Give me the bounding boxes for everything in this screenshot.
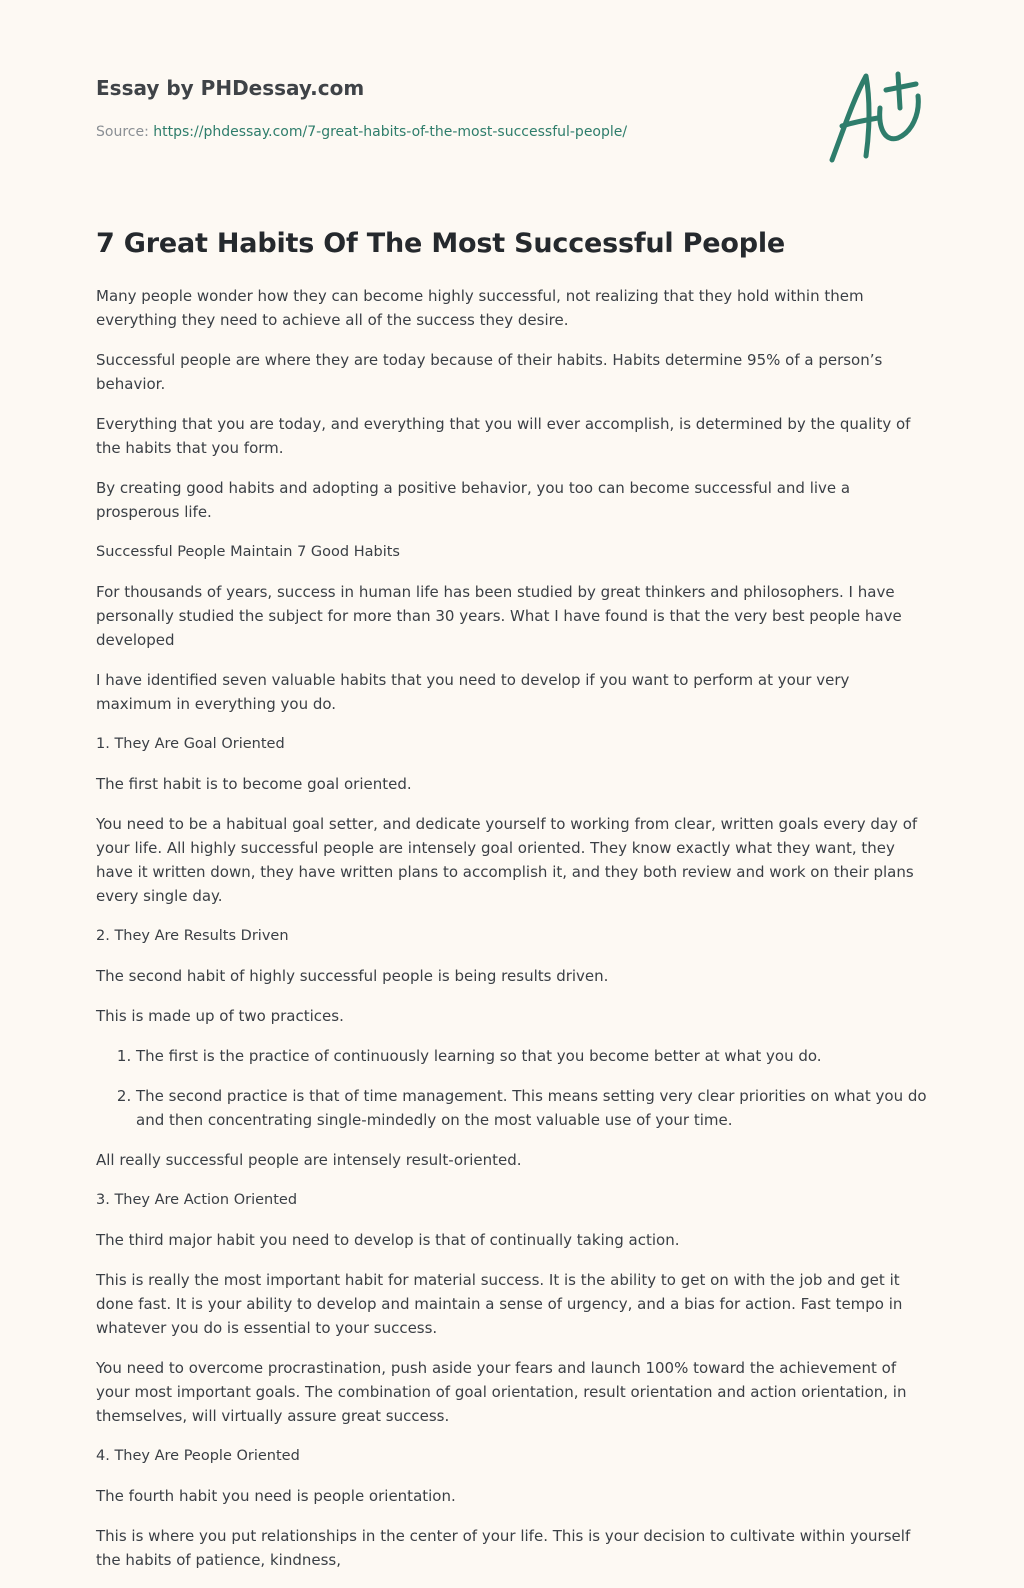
paragraph: The third major habit you need to develop is that of continually taking action.	[96, 1231, 680, 1249]
habit-heading-goal: 1. They Are Goal Oriented	[96, 736, 285, 752]
paragraph: Successful people are where they are today because of their habits. Habits determine 95% of a person’s behavior.	[96, 351, 883, 393]
paragraph: For thousands of years, success in human life has been studied by great thinkers and philosophers. I have personally studied the subject for more than 30 years. What I have found is that the very best people have developed	[96, 583, 902, 649]
practices-list	[96, 1044, 928, 1132]
source-line	[96, 124, 627, 140]
paragraph: I have identified seven valuable habits that you need to develop if you want to perform at your very maximum in everything you do.	[96, 671, 850, 713]
paragraph: All really successful people are intensely result-oriented.	[96, 1151, 522, 1169]
source-label: Source:	[96, 124, 154, 140]
paragraph: Everything that you are today, and everything that you will ever accomplish, is determined by the quality of the habits that you form.	[96, 415, 911, 457]
paragraph: This is made up of two practices.	[96, 1007, 344, 1025]
paragraph: This is where you put relationships in the center of your life. This is your decision to cultivate within yourself the habits of patience, kindness,	[96, 1527, 911, 1569]
habit-heading-action: 3. They Are Action Oriented	[96, 1192, 298, 1208]
paragraph: By creating good habits and adopting a positive behavior, you too can become successful and live a prosperous life.	[96, 479, 851, 521]
paragraph: Many people wonder how they can become highly successful, not realizing that they hold within them everything they need to achieve all of the success they desire.	[96, 287, 864, 329]
paragraph: You need to overcome procrastination, push aside your fears and launch 100% toward the achievement of your most important goals. The combination of goal orientation, result orientation and action orientation, in themselves, will virtually assure great success.	[96, 1359, 907, 1425]
paragraph: The fourth habit you need is people orientation.	[96, 1487, 456, 1505]
paragraph: You need to be a habitual goal setter, and dedicate yourself to working from clear, written goals every day of your life. All highly successful people are intensely goal oriented. They know exactly what they want, they have it written down, they have written plans to accomplish it, and they both review and work on their plans every single day.	[96, 815, 918, 905]
article-title: 7 Great Habits Of The Most Successful People	[96, 228, 786, 259]
paragraph: This is really the most important habit for material success. It is the ability to get on with the job and get it done fast. It is your ability to develop and maintain a sense of urgency, and a bias for action. Fast tempo in whatever you do is essential to your success.	[96, 1271, 903, 1337]
brand-title: Essay by PHDessay.com	[96, 76, 365, 100]
section-subtitle: Successful People Maintain 7 Good Habits	[96, 544, 400, 560]
paragraph: The second habit of highly successful people is being results driven.	[96, 967, 609, 985]
page-header	[96, 74, 928, 194]
article-body	[96, 226, 928, 1588]
list-item: 2. The second practice is that of time management. This means setting very clear priorities on what you do and then concentrating single-mindedly on the most valuable use of your time.	[136, 1084, 928, 1132]
paragraph: The first habit is to become goal oriented.	[96, 775, 412, 793]
source-link[interactable]: https://phdessay.com/7-great-habits-of-the-most-successful-people/	[153, 124, 628, 140]
list-item: 1. The first is the practice of continuously learning so that you become better at what you do.	[136, 1044, 928, 1068]
habit-heading-results: 2. They Are Results Driven	[96, 928, 289, 944]
habit-heading-people: 4. They Are People Oriented	[96, 1448, 300, 1464]
a-plus-logo-icon	[824, 68, 928, 168]
